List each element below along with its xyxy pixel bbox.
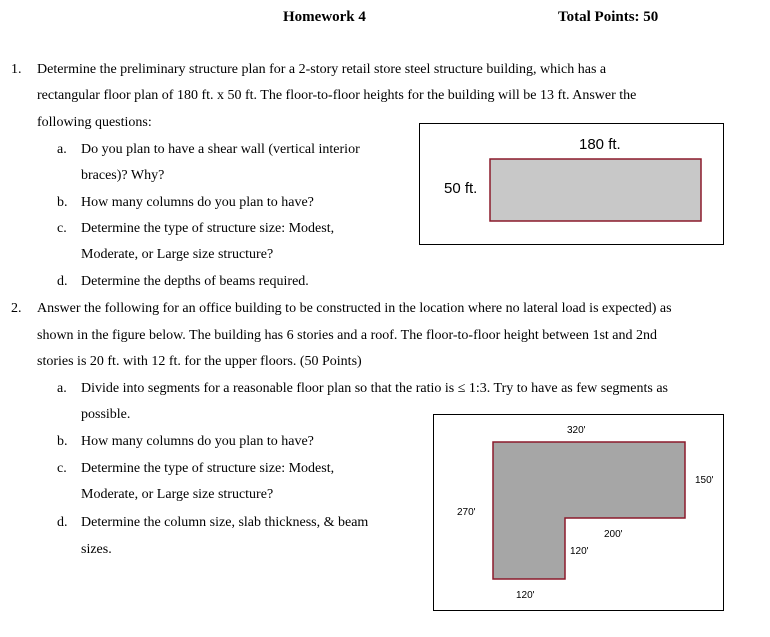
q2-text-line-1: Answer the following for an office building to be constructed in the location where no lateral load is expected) as [37,301,672,316]
q1-item-a-line-1: Do you plan to have a shear wall (vertical interior [81,142,360,157]
q2-inner-horizontal-label: 200' [604,529,623,540]
q1-text-line-2: rectangular floor plan of 180 ft. x 50 ft. The floor-to-floor heights for the building will be 13 ft. Answer the [37,88,637,103]
q2-text-line-2: shown in the figure below. The building has 6 stories and a roof. The floor-to-floor height between 1st and 2nd [37,328,657,343]
q1-floor-plan-rect [490,159,701,221]
total-points: Total Points: 50 [558,9,659,25]
q1-length-label: 180 ft. [579,136,621,153]
q1-item-a-marker: a. [57,142,67,157]
q2-item-a-marker: a. [57,381,67,396]
q1-item-b-line-1: How many columns do you plan to have? [81,195,314,210]
q1-text-line-1: Determine the preliminary structure plan for a 2-story retail store steel structure building, which has a [37,62,607,77]
q2-item-c-line-2: Moderate, or Large size structure? [81,487,274,502]
q2-item-c-marker: c. [57,461,67,476]
q1-text-line-3: following questions: [37,115,152,130]
q2-left-dimension-label: 270' [457,507,476,518]
q2-item-c-line-1: Determine the type of structure size: Modest, [81,461,335,476]
q1-item-c-line-1: Determine the type of structure size: Modest, [81,221,335,236]
q2-item-d-marker: d. [57,515,68,530]
page-title: Homework 4 [283,9,366,25]
q1-item-d-marker: d. [57,274,68,289]
q2-item-b-marker: b. [57,434,68,449]
q1-item-c-line-2: Moderate, or Large size structure? [81,247,274,262]
q2-text-line-3: stories is 20 ft. with 12 ft. for the upper floors. (50 Points) [37,354,362,369]
q2-bottom-dimension-label: 120' [516,590,535,601]
q1-item-a-line-2: braces)? Why? [81,168,165,183]
q2-item-d-line-2: sizes. [81,542,112,557]
q2-l-shape-plan [493,442,685,579]
q1-floor-plan-figure [419,123,724,245]
q2-floor-plan-svg [434,415,723,610]
q2-item-a-line-1: Divide into segments for a reasonable floor plan so that the ratio is ≤ 1:3. Try to have as few segments as [81,381,669,396]
q2-item-a-line-2: possible. [81,407,131,422]
q2-item-b-line-1: How many columns do you plan to have? [81,434,314,449]
q2-item-d-line-1: Determine the column size, slab thickness, & beam [81,515,369,530]
q2-floor-plan-figure [433,414,724,611]
q1-item-d-line-1: Determine the depths of beams required. [81,274,309,289]
q2-number: 2. [11,301,22,316]
q1-item-c-marker: c. [57,221,67,236]
q1-item-b-marker: b. [57,195,68,210]
q2-top-dimension-label: 320' [567,425,586,436]
q2-right-dimension-label: 150' [695,475,714,486]
q1-number: 1. [11,62,22,77]
q1-width-label: 50 ft. [444,180,478,197]
q2-inner-vertical-label: 120' [570,546,589,557]
